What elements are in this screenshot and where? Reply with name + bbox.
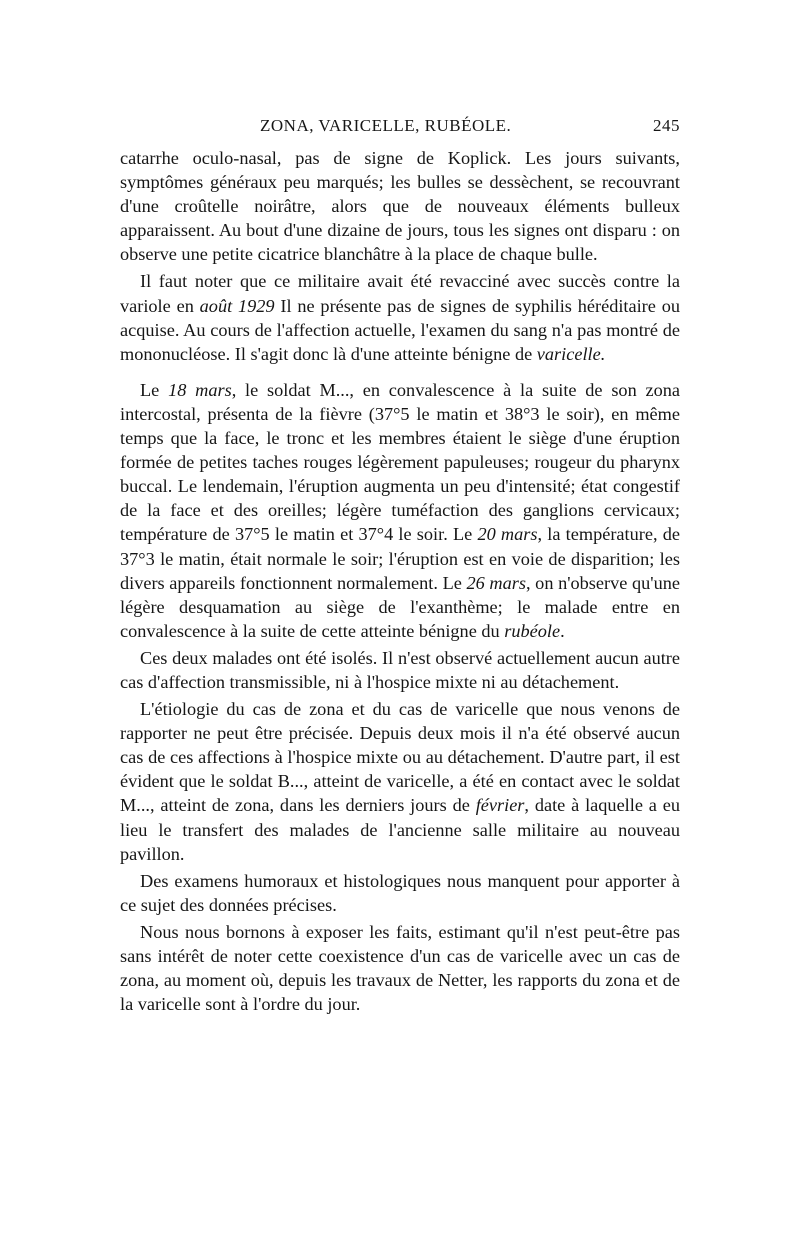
italic-date: 20 mars bbox=[477, 524, 538, 545]
paragraph-revaccination bbox=[120, 269, 680, 365]
book-page bbox=[120, 116, 680, 1016]
paragraph-examinations bbox=[120, 869, 680, 917]
running-head bbox=[120, 116, 680, 140]
text-segment: Il ne présente pas de signes de syphilis héréditaire ou acquise. Au cours de l'affection actuelle, l'examen du sang n'a pas montré de mononucléose. Il s'agit donc là d'une atteinte bénigne de bbox=[120, 295, 680, 364]
italic-diagnosis: rubéole bbox=[504, 620, 561, 641]
paragraph-rubeole-case bbox=[120, 378, 680, 643]
italic-month: février bbox=[475, 795, 525, 816]
text-segment: . bbox=[560, 620, 565, 641]
paragraph-isolation bbox=[120, 646, 680, 694]
italic-date: 26 mars bbox=[466, 572, 526, 593]
text-segment: Il faut noter que ce militaire avait été revacciné avec succès contre la variole en bbox=[120, 271, 680, 316]
paragraph-continuation bbox=[120, 146, 680, 266]
text-segment: Nous nous bornons à exposer les faits, estimant qu'il n'est peut-être pas sans intérêt de noter cette coexistence d'un cas de varicelle avec un cas de zona, au moment où, depuis les travaux de Netter, les rapports du zona et de la varicelle sont à l'ordre du jour. bbox=[120, 921, 680, 1015]
text-segment: , on n'observe qu'une légère desquamation au siège de l'exanthème; le malade entre en convalescence à la suite de cette atteinte bénigne du bbox=[120, 572, 680, 641]
text-segment: , la température, de 37°3 le matin, était normale le soir; l'éruption est en voie de disparition; les divers appareils fonctionnent normalement. Le bbox=[120, 524, 680, 593]
text-segment: , date à laquelle a eu lieu le transfert des malades de l'ancienne salle militaire au nouveau pavillon. bbox=[120, 795, 681, 864]
body-text bbox=[120, 146, 680, 1016]
text-segment: , le soldat M..., en convalescence à la suite de son zona intercostal, présenta de la fièvre (37°5 le matin et 38°3 le soir), en même temps que la face, le tronc et les membres étaient le siège d'une éruption formée de petites taches rouges légèrement papuleuses; rougeur du pharynx buccal. Le lendemain, l'éruption augmenta un peu d'intensité; état congestif de la face et des oreilles; légère tuméfaction des ganglions cervicaux; température de 37°5 le matin et 37°4 le soir. Le bbox=[120, 379, 680, 545]
italic-date: août 1929 bbox=[199, 295, 275, 316]
italic-date: 18 mars bbox=[168, 379, 232, 400]
running-title: ZONA, VARICELLE, RUBÉOLE. bbox=[260, 116, 512, 135]
text-segment: L'étiologie du cas de zona et du cas de varicelle que nous venons de rapporter ne peut être précisée. Depuis deux mois il n'a été observé aucun cas de ces affections à l'hospice mixte ou au détachement. D'autre part, il est évident que le soldat B..., atteint de varicelle, a été en contact avec le soldat M..., atteint de zona, dans les derniers jours de bbox=[120, 699, 680, 816]
page-number: 245 bbox=[653, 116, 680, 135]
italic-diagnosis: varicelle. bbox=[536, 343, 606, 364]
text-segment: Le bbox=[140, 379, 169, 400]
text-segment: catarrhe oculo-nasal, pas de signe de Koplick. Les jours suivants, symptômes généraux peu marqués; les bulles se dessèchent, se recouvrant d'une croûtelle noirâtre, alors que de nouveaux éléments bulleux apparaissent. Au bout d'une dizaine de jours, tous les signes ont disparu : on observe une petite cicatrice blanchâtre à la place de chaque bulle. bbox=[120, 148, 680, 265]
text-segment: Ces deux malades ont été isolés. Il n'est observé actuellement aucun autre cas d'affection transmissible, ni à l'hospice mixte ni au détachement. bbox=[120, 647, 680, 692]
paragraph-etiology bbox=[120, 697, 680, 866]
text-segment: Des examens humoraux et histologiques nous manquent pour apporter à ce sujet des données précises. bbox=[120, 870, 680, 915]
paragraph-conclusion bbox=[120, 920, 680, 1016]
